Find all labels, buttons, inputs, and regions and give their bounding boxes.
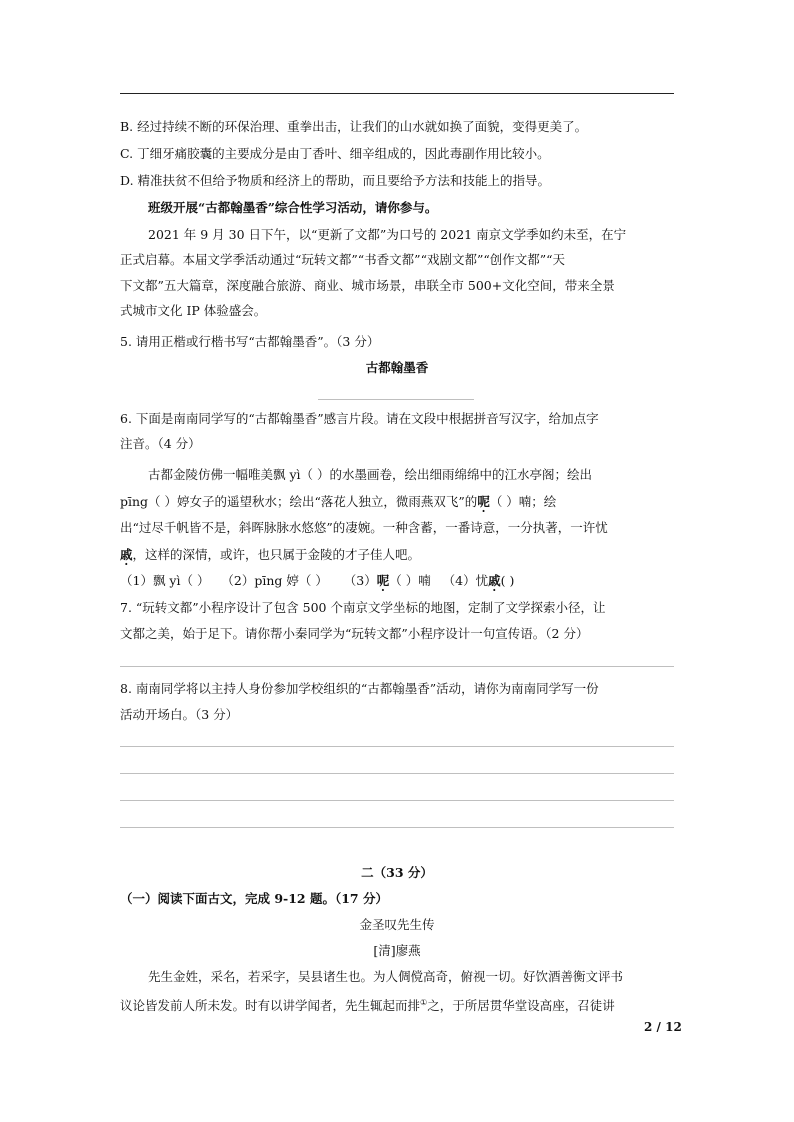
passage-line-1: 古都金陵仿佛一幅唯美飘 yì（ ）的水墨画卷，绘出细雨绵绵中的江水亭阁；绘出 — [148, 467, 593, 482]
q8-answer-line-2[interactable] — [120, 773, 674, 774]
answer-4-num: （4）忧 — [442, 573, 489, 588]
option-b: B. 经过持续不断的环保治理、重拳出击，让我们的山水就如换了面貌，变得更美了。 — [120, 119, 588, 134]
section-2-title: 二（33 分） — [361, 865, 433, 880]
answer-4-dotted: 戚 — [488, 573, 501, 588]
answer-1[interactable]: （1）飘 yì（ ） — [120, 573, 210, 588]
question-8-line-2: 活动开场白。（3 分） — [120, 707, 239, 722]
answer-4[interactable] — [443, 573, 515, 588]
passage-line-2a: pīng（ ）婷女子的遥望秋水；绘出“落花人独立，微雨燕双飞”的 — [120, 494, 478, 509]
question-7-line-2: 文都之美，始于足下。请你帮小秦同学为“玩转文都”小程序设计一句宣传语。（2 分） — [120, 626, 589, 641]
q8-answer-line-3[interactable] — [120, 800, 674, 801]
calligraphy-sample: 古都翰墨香 — [365, 360, 429, 375]
option-d: D. 精准扶贫不但给予物质和经济上的帮助，而且要给予方法和技能上的指导。 — [120, 173, 551, 188]
q8-answer-line-1[interactable] — [120, 746, 674, 747]
intro-line-3: 下文都”五大篇章，深度融合旅游、商业、城市场景，串联全市 500+文化空间，带来全景 — [120, 278, 615, 293]
calligraphy-answer-line[interactable] — [318, 399, 474, 400]
activity-heading: 班级开展“古都翰墨香”综合性学习活动，请你参与。 — [148, 200, 438, 215]
passage-line-2b: （ ）喃；绘 — [489, 494, 557, 509]
passage-line-4 — [120, 546, 674, 564]
question-6-line-1: 6. 下面是南南同学写的“古都翰墨香”感言片段。请在文段中根据拼音写汉字，给加点字 — [120, 411, 599, 426]
header-rule — [120, 93, 674, 94]
article-line-1: 先生金姓，采名，若采字，吴县诸生也。为人倜傥高奇，俯视一切。好饮酒善衡文评书 — [148, 969, 624, 984]
question-8-line-1: 8. 南南同学将以主持人身份参加学校组织的“古都翰墨香”活动，请你为南南同学写一份 — [120, 681, 599, 696]
answer-3-rest: （ ）喃 — [389, 573, 431, 588]
article-title: 金圣叹先生传 — [359, 917, 435, 932]
answer-row — [120, 572, 674, 590]
article-line-2 — [120, 994, 674, 1015]
answer-3-dotted: 呢 — [376, 573, 390, 588]
answer-2[interactable]: （2）pīng 婷（ ） — [221, 573, 328, 588]
answer-4-rest: ( ) — [500, 573, 515, 588]
dotted-char-ni: 呢 — [477, 494, 490, 509]
article-line-2a: 议论皆发前人所未发。时有以讲学闻者，先生辄起而排 — [120, 998, 421, 1014]
page-number: 2 / 12 — [644, 1020, 682, 1034]
footnote-marker: ① — [420, 998, 428, 1007]
question-5: 5. 请用正楷或行楷书写“古都翰墨香”。（3 分） — [120, 334, 380, 349]
intro-line-2: 正式启幕。本届文学季活动通过“玩转文都”“书香文都”“戏剧文都”“创作文都”“天 — [120, 252, 566, 267]
passage-line-2 — [120, 493, 674, 511]
intro-line-1: 2021 年 9 月 30 日下午，以“更新了文都”为口号的 2021 南京文学季如约未至，在宁 — [148, 227, 627, 242]
passage-line-4-text: ，这样的深情，或许，也只属于金陵的才子佳人吧。 — [132, 547, 421, 562]
q8-answer-line-4[interactable] — [120, 827, 674, 828]
q7-answer-line[interactable] — [120, 666, 674, 667]
part-1-heading: （一）阅读下面古文，完成 9-12 题。（17 分） — [120, 891, 388, 906]
intro-line-4: 式城市文化 IP 体验盛会。 — [120, 303, 267, 318]
passage-line-3: 出“过尽千帆皆不是，斜晖脉脉水悠悠”的凄婉。一种含蓄，一番诗意，一分执著，一许忧 — [120, 520, 608, 535]
dotted-char-qi: 戚 — [120, 547, 133, 562]
answer-3-num: （3） — [343, 573, 377, 588]
question-6-line-2: 注音。（4 分） — [120, 436, 201, 451]
answer-3[interactable] — [344, 573, 431, 588]
article-author: [清]廖燕 — [373, 943, 421, 958]
option-c: C. 丁细牙痛胶囊的主要成分是由丁香叶、细辛组成的，因此毒副作用比较小。 — [120, 146, 550, 161]
question-7-line-1: 7. “玩转文都”小程序设计了包含 500 个南京文学坐标的地图，定制了文学探索小径，让 — [120, 600, 606, 615]
article-line-2b: 之，于所居贯华堂设高座，召徒讲 — [427, 998, 615, 1014]
